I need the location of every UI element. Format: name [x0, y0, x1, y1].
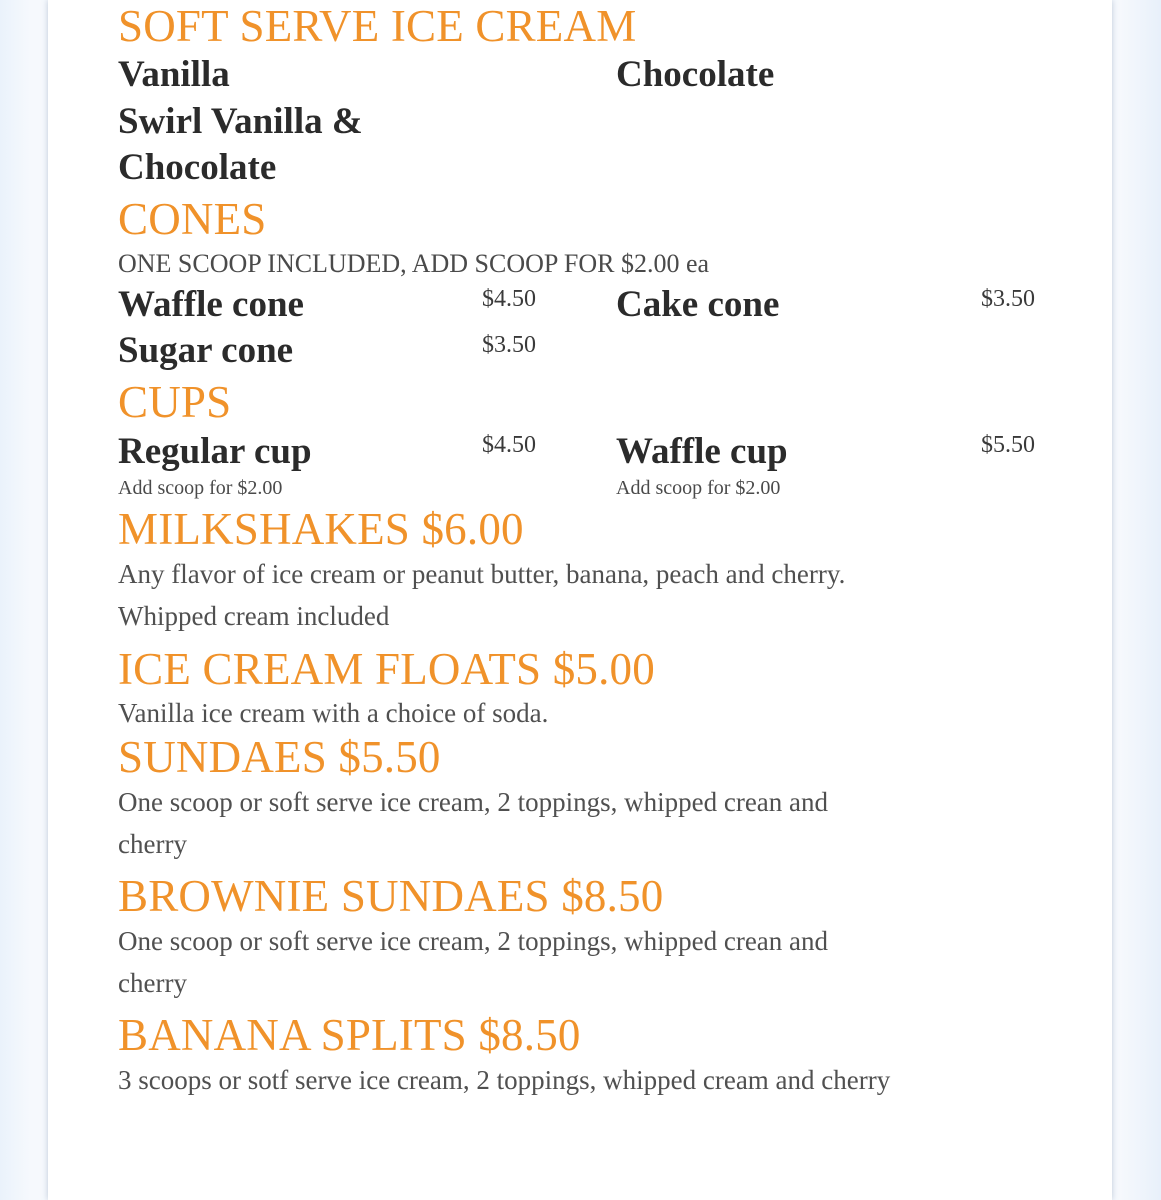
cup-item-regular: Regular cup: [118, 431, 312, 472]
cone-price-waffle: $4.50: [482, 286, 536, 312]
cup-item-waffle: Waffle cup: [616, 431, 788, 472]
cups-heading: CUPS: [118, 377, 232, 427]
soft-serve-item-swirl: Swirl Vanilla &: [118, 101, 363, 142]
banana-splits-heading: BANANA SPLITS $8.50: [118, 1010, 581, 1060]
soft-serve-item-vanilla: Vanilla: [118, 54, 230, 95]
cones-heading: CONES: [118, 194, 267, 244]
sundaes-heading: SUNDAES $5.50: [118, 732, 441, 782]
cone-price-cake: $3.50: [981, 286, 1035, 312]
milkshakes-description: Any flavor of ice cream or peanut butter, banana, peach and cherry. Whipped cream included: [118, 559, 846, 631]
cup-price-waffle: $5.50: [981, 432, 1035, 458]
cup-note-regular: Add scoop for $2.00: [118, 477, 283, 499]
brownie-sundaes-heading: BROWNIE SUNDAES $8.50: [118, 871, 664, 921]
milkshakes-heading: MILKSHAKES $6.00: [118, 504, 524, 554]
soft-serve-item-swirl-cont: Chocolate: [118, 147, 277, 188]
banana-splits-description: 3 scoops or sotf serve ice cream, 2 toppings, whipped cream and cherry: [118, 1065, 891, 1095]
floats-description: Vanilla ice cream with a choice of soda.: [118, 698, 549, 728]
cup-price-regular: $4.50: [482, 432, 536, 458]
menu-page: [48, 0, 1112, 1200]
cone-item-cake: Cake cone: [616, 284, 780, 325]
brownie-sundaes-description: One scoop or soft serve ice cream, 2 toppings, whipped crean and cherry: [118, 926, 829, 998]
cone-price-sugar: $3.50: [482, 332, 536, 358]
floats-heading: ICE CREAM FLOATS $5.00: [118, 644, 655, 694]
cone-item-waffle: Waffle cone: [118, 284, 304, 325]
cones-subheading: ONE SCOOP INCLUDED, ADD SCOOP FOR $2.00 ea: [118, 249, 710, 278]
cup-note-waffle: Add scoop for $2.00: [616, 477, 781, 499]
sundaes-description: One scoop or soft serve ice cream, 2 toppings, whipped crean and cherry: [118, 787, 829, 859]
soft-serve-item-chocolate: Chocolate: [616, 54, 775, 95]
soft-serve-heading: SOFT SERVE ICE CREAM: [118, 1, 637, 51]
cone-item-sugar: Sugar cone: [118, 330, 294, 371]
